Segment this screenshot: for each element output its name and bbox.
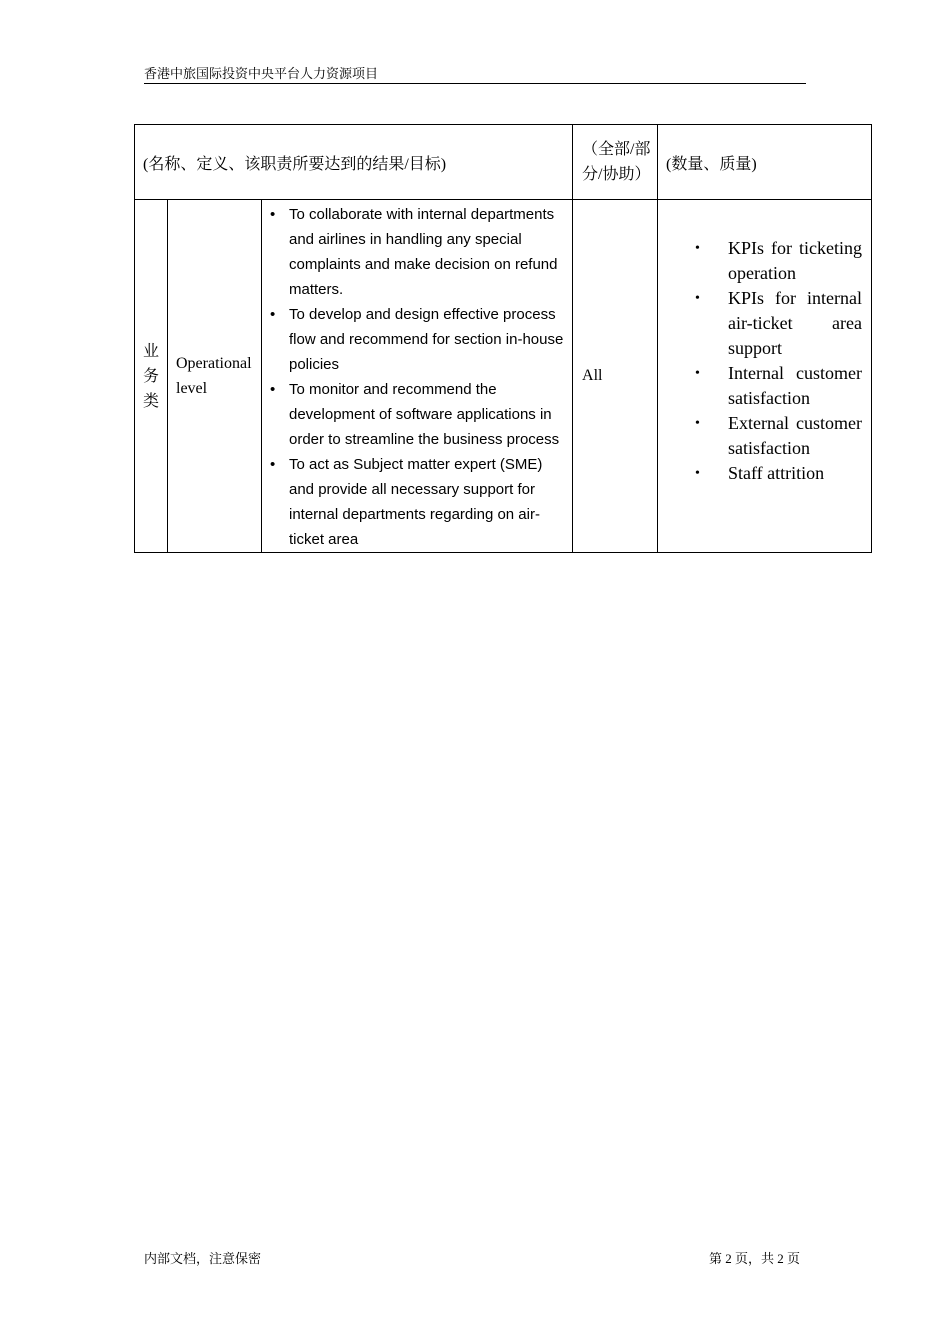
list-item <box>658 411 862 461</box>
measures-list <box>658 236 862 486</box>
header-scope-cell: （全部/部分/协助） <box>573 125 658 200</box>
responsibilities-list <box>262 202 566 552</box>
bullet-icon: • <box>270 381 276 398</box>
level-cell: Operational level <box>168 200 262 553</box>
measure-text: KPIs for internal air-ticket area support <box>728 288 863 358</box>
responsibility-text: To collaborate with internal departments and airlines in handling any special complaints and make decision on refund matters. <box>289 206 558 298</box>
responsibility-text: To develop and design effective process flow and recommend for section in-house policies <box>289 306 564 373</box>
list-item <box>262 302 566 377</box>
measure-text: Internal customer satisfaction <box>728 363 863 408</box>
measure-text: KPIs for ticketing operation <box>728 238 863 283</box>
page-header: 香港中旅国际投资中央平台人力资源项目 <box>144 66 806 84</box>
measures-cell <box>658 200 872 553</box>
footer-page-number: 第 2 页，共 2 页 <box>709 1251 801 1266</box>
list-item <box>262 452 566 552</box>
measure-text: Staff attrition <box>728 463 825 483</box>
bullet-icon: • <box>270 306 276 323</box>
responsibility-text: To act as Subject matter expert (SME) and provide all necessary support for internal departments regarding on air-ticket area <box>289 456 543 548</box>
bullet-icon: • <box>695 416 700 431</box>
header-name-cell: (名称、定义、该职责所要达到的结果/目标) <box>135 125 573 200</box>
responsibilities-cell <box>262 200 573 553</box>
responsibility-table <box>134 124 872 553</box>
bullet-icon: • <box>695 291 700 306</box>
bullet-icon: • <box>695 366 700 381</box>
list-item <box>658 236 862 286</box>
list-item <box>262 202 566 302</box>
category-char: 业 <box>142 342 159 360</box>
list-item <box>658 361 862 411</box>
bullet-icon: • <box>270 456 276 473</box>
list-item <box>262 377 566 452</box>
scope-cell: All <box>573 200 658 553</box>
bullet-icon: • <box>695 241 700 256</box>
category-cell <box>135 200 168 553</box>
header-measure-cell: (数量、质量) <box>658 125 872 200</box>
bullet-icon: • <box>270 206 276 223</box>
footer-confidential-note: 内部文档，注意保密 <box>144 1251 262 1266</box>
bullet-icon: • <box>695 466 700 481</box>
table-row <box>135 200 872 553</box>
table-header-row <box>135 125 872 200</box>
list-item <box>658 461 862 486</box>
responsibility-text: To monitor and recommend the development of software applications in order to streamline the business process <box>289 381 560 448</box>
category-char: 类 <box>142 392 159 410</box>
list-item <box>658 286 862 361</box>
measure-text: External customer satisfaction <box>728 413 863 458</box>
category-char: 务 <box>142 367 159 385</box>
